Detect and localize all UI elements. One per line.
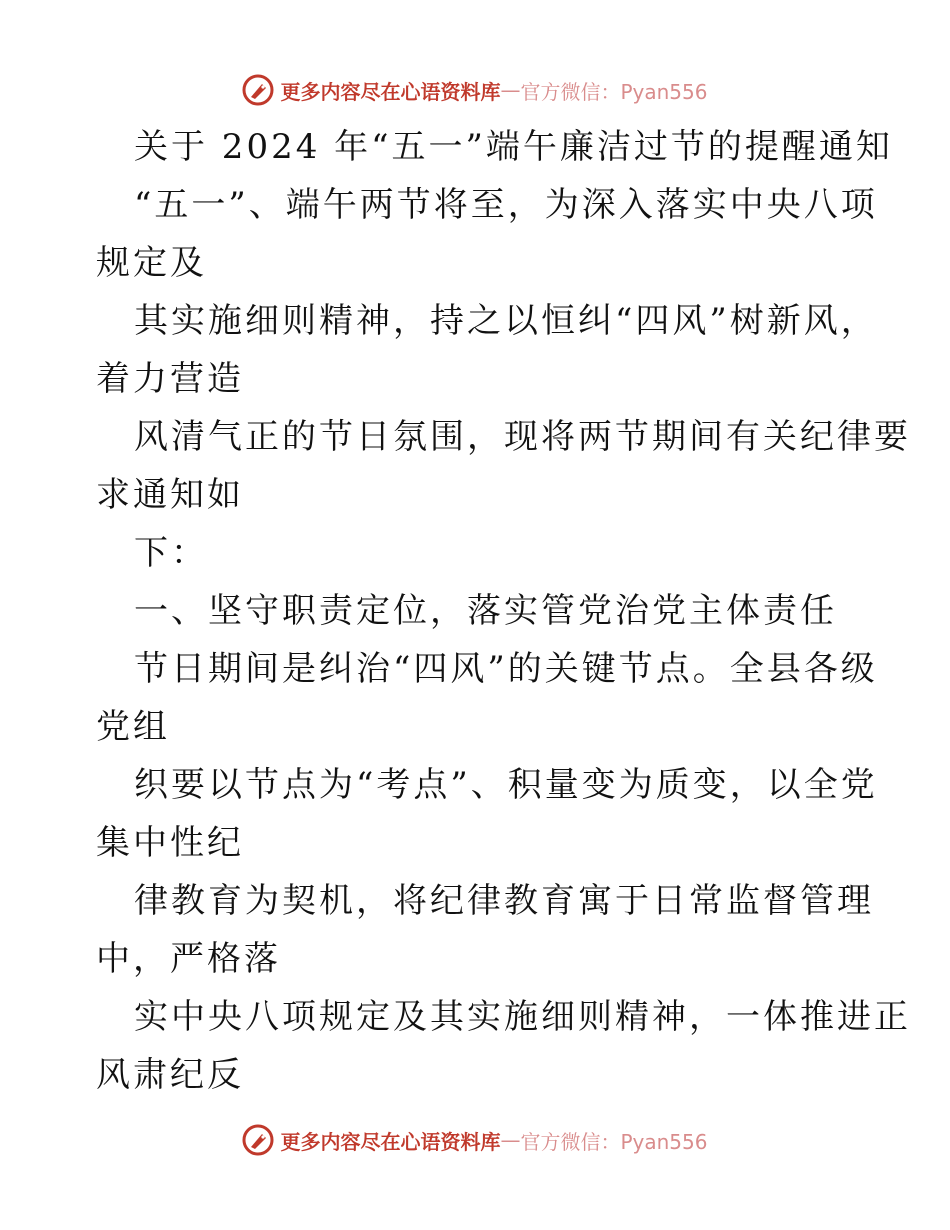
pen-nib-logo-icon: [242, 1124, 274, 1156]
footer-watermark: [0, 1122, 950, 1158]
paragraph-line: “五一”、端午两节将至，为深入落实中央八项: [134, 185, 878, 225]
paragraph-line: 其实施细则精神，持之以恒纠“四风”树新风，: [134, 301, 878, 341]
document-title: 关于 2024 年“五一”端午廉洁过节的提醒通知: [134, 127, 893, 167]
watermark-handle: 官方微信：Pyan556: [520, 79, 708, 104]
paragraph-line: 风清气正的节日氛围，现将两节期间有关纪律要: [134, 417, 911, 457]
paragraph-line: 节日期间是纠治“四风”的关键节点。全县各级: [134, 649, 878, 689]
paragraph-line: 党组: [96, 707, 170, 747]
paragraph-line: 求通知如: [96, 475, 244, 515]
paragraph-line: 织要以节点为“考点”、积量变为质变，以全党: [134, 765, 878, 805]
watermark-text: 更多内容尽在心语资料库: [280, 79, 501, 104]
paragraph-line: 风肃纪反: [96, 1055, 244, 1095]
paragraph-line: 规定及: [96, 243, 207, 283]
paragraph-line: 下：: [134, 533, 208, 573]
paragraph-line: 律教育为契机，将纪律教育寓于日常监督管理: [134, 881, 874, 921]
watermark-text: 更多内容尽在心语资料库: [280, 1129, 501, 1154]
paragraph-line: 着力营造: [96, 359, 244, 399]
paragraph-line: 中，严格落: [96, 939, 281, 979]
paragraph-line: 实中央八项规定及其实施细则精神，一体推进正: [134, 997, 911, 1037]
header-watermark: [0, 72, 950, 108]
section-heading: 一、坚守职责定位，落实管党治党主体责任: [134, 591, 837, 631]
watermark-separator: —: [500, 78, 521, 102]
pen-nib-logo-icon: [242, 74, 274, 106]
watermark-separator: —: [500, 1128, 521, 1152]
paragraph-line: 集中性纪: [96, 823, 244, 863]
watermark-handle: 官方微信：Pyan556: [520, 1129, 708, 1154]
